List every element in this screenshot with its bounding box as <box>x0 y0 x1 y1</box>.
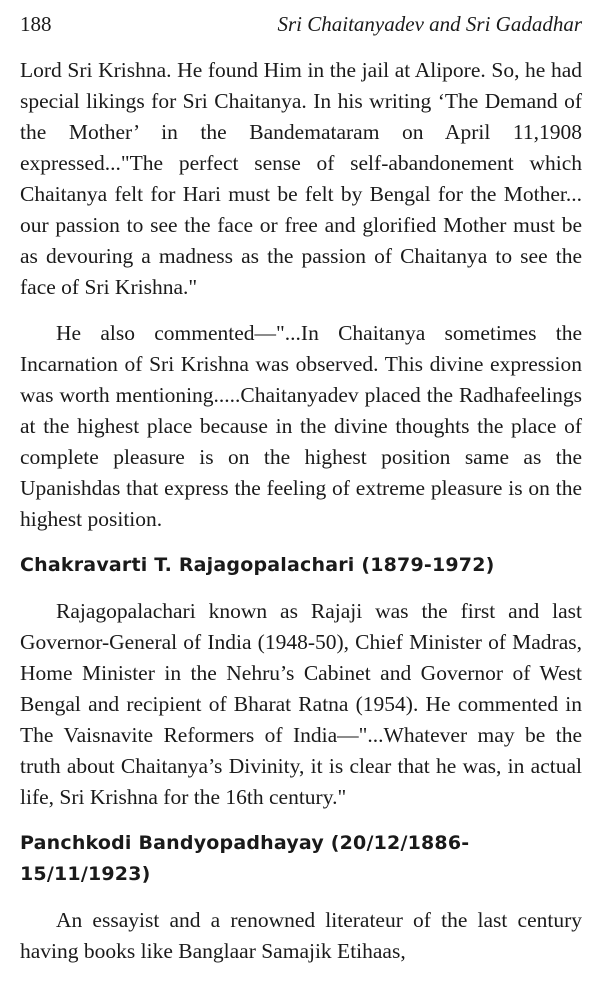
page-body <box>20 55 582 967</box>
page-number: 188 <box>20 12 52 36</box>
section-heading: Panchkodi Bandyopadhayay (20/12/1886- 15/11/1923) <box>20 832 470 885</box>
paragraph: He also commented—"...In Chaitanya sometimes the Incarnation of Sri Krishna was observed. This divine expression was worth mentioning.....Chaitanyadev placed the Radhafeelings at the highest place because in the divine thoughts the place of complete pleasure is on the highest position same as the Upanishdas that express the feeling of extreme pleasure is on the highest position. <box>20 321 582 531</box>
paragraph: Lord Sri Krishna. He found Him in the jail at Alipore. So, he had special likings for Sri Chaitanya. In his writing ‘The Demand of the Mother’ in the Bandemataram on April 11,1908 expressed..."The perfect sense of self-abandonement which Chaitanya felt for Hari must be felt by Bengal for the Mother... our passion to see the face or free and glorified Mother must be as devouring a madness as the passion of Chaitanya to see the face of Sri Krishna." <box>20 58 582 299</box>
section-heading: Chakravarti T. Rajagopalachari (1879-1972) <box>20 554 495 576</box>
running-title: Sri Chaitanyadev and Sri Gadadhar <box>277 12 582 36</box>
page-header <box>20 12 582 37</box>
paragraph: Rajagopalachari known as Rajaji was the first and last Governor-General of India (1948-50), Chief Minister of Madras, Home Minister in the Nehru’s Cabinet and Governor of West Bengal and recipient of Bharat Ratna (1954). He commented in The Vaisnavite Reformers of India—"...Whatever may be the truth about Chaitanya’s Divinity, it is clear that he was, in actual life, Sri Krishna for the 16th century." <box>20 599 582 809</box>
paragraph: An essayist and a renowned literateur of the last century having books like Banglaar Samajik Etihaas, <box>20 908 582 963</box>
